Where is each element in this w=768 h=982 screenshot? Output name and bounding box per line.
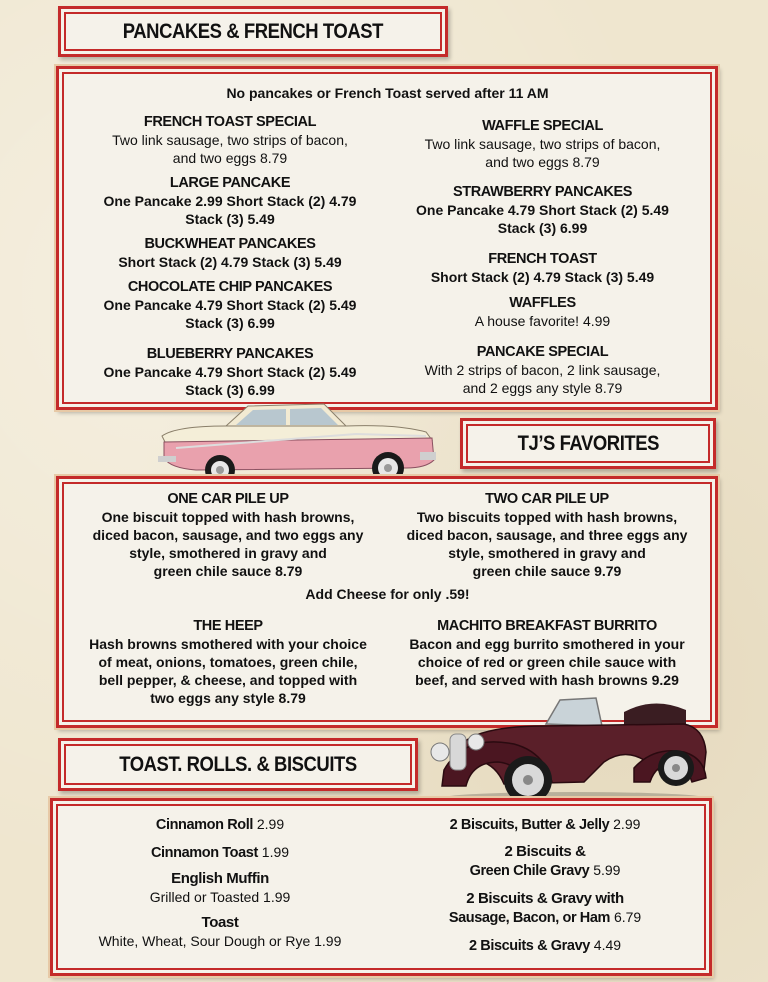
menu-item-biscuits-green-chile-gravy: 2 Biscuits & Green Chile Gravy 5.99: [469, 843, 621, 879]
favorites-title: TJ’S FAVORITES: [517, 431, 659, 455]
menu-item-one-car-pile-up: ONE CAR PILE UP One biscuit topped with hash browns, diced bacon, sausage, and two eggs any style, smothered in gravy and green chile sauce 8.79: [92, 491, 364, 579]
pink-classic-car-image: [156, 396, 438, 488]
menu-item-waffle-special: WAFFLE SPECIAL Two link sausage, two strips of bacon, and two eggs 8.79: [424, 118, 661, 170]
pancakes-title: PANCAKES & FRENCH TOAST: [122, 19, 384, 43]
pancakes-note: No pancakes or French Toast served after 11 AM: [226, 85, 549, 101]
menu-item-machito-breakfast-burrito: MACHITO BREAKFAST BURRITO Bacon and egg burrito smothered in your choice of red or green chile sauce with beef, and served with hash browns 9.29: [409, 618, 685, 688]
menu-item-french-toast: FRENCH TOAST Short Stack (2) 4.79 Stack (3) 5.49: [430, 251, 655, 285]
menu-item-cinnamon-roll: Cinnamon Roll 2.99: [155, 816, 285, 833]
menu-item-pancake-special: PANCAKE SPECIAL With 2 strips of bacon, 2 link sausage, and 2 eggs any style 8.79: [424, 344, 661, 396]
pancakes-header: [58, 6, 448, 57]
menu-item-two-car-pile-up: TWO CAR PILE UP Two biscuits topped with hash browns, diced bacon, sausage, and three eggs any style, smothered in gravy and green chile sauce 9.79: [406, 491, 688, 579]
toast-header: [58, 738, 418, 791]
menu-item-large-pancake: LARGE PANCAKE One Pancake 2.99 Short Stack (2) 4.79 Stack (3) 5.49: [103, 175, 357, 227]
menu-item-chocolate-chip-pancakes: CHOCOLATE CHIP PANCAKES One Pancake 4.79 Short Stack (2) 5.49 Stack (3) 6.99: [103, 279, 357, 331]
toast-title: TOAST. ROLLS. & BISCUITS: [119, 752, 357, 776]
menu-item-buckwheat-pancakes: BUCKWHEAT PANCAKES Short Stack (2) 4.79 Stack (3) 5.49: [118, 236, 342, 270]
menu-item-strawberry-pancakes: STRAWBERRY PANCAKES One Pancake 4.79 Short Stack (2) 5.49 Stack (3) 6.99: [416, 184, 669, 236]
menu-item-waffles: WAFFLES A house favorite! 4.99: [474, 295, 611, 329]
menu-item-biscuits-gravy: 2 Biscuits & Gravy 4.49: [468, 937, 622, 954]
menu-item-toast: Toast White, Wheat, Sour Dough or Rye 1.99: [98, 914, 342, 949]
menu-item-cinnamon-toast: Cinnamon Toast 1.99: [150, 844, 290, 861]
maroon-vintage-convertible-image: [424, 690, 710, 808]
menu-item-english-muffin: English Muffin Grilled or Toasted 1.99: [149, 870, 291, 905]
menu-item-french-toast-special: FRENCH TOAST SPECIAL Two link sausage, two strips of bacon, and two eggs 8.79: [112, 114, 348, 166]
menu-item-the-heep: THE HEEP Hash browns smothered with your choice of meat, onions, tomatoes, green chile, bell pepper, & cheese, and topped with two eggs any style 8.79: [89, 618, 367, 706]
favorites-header: [460, 418, 716, 469]
favorites-note: Add Cheese for only .59!: [305, 586, 470, 602]
menu-item-biscuits-butter-jelly: 2 Biscuits, Butter & Jelly 2.99: [449, 816, 641, 833]
menu-item-biscuits-gravy-with-meat: 2 Biscuits & Gravy with Sausage, Bacon, or Ham 6.79: [448, 890, 642, 926]
menu-item-blueberry-pancakes: BLUEBERRY PANCAKES One Pancake 4.79 Short Stack (2) 5.49 Stack (3) 6.99: [103, 346, 357, 398]
